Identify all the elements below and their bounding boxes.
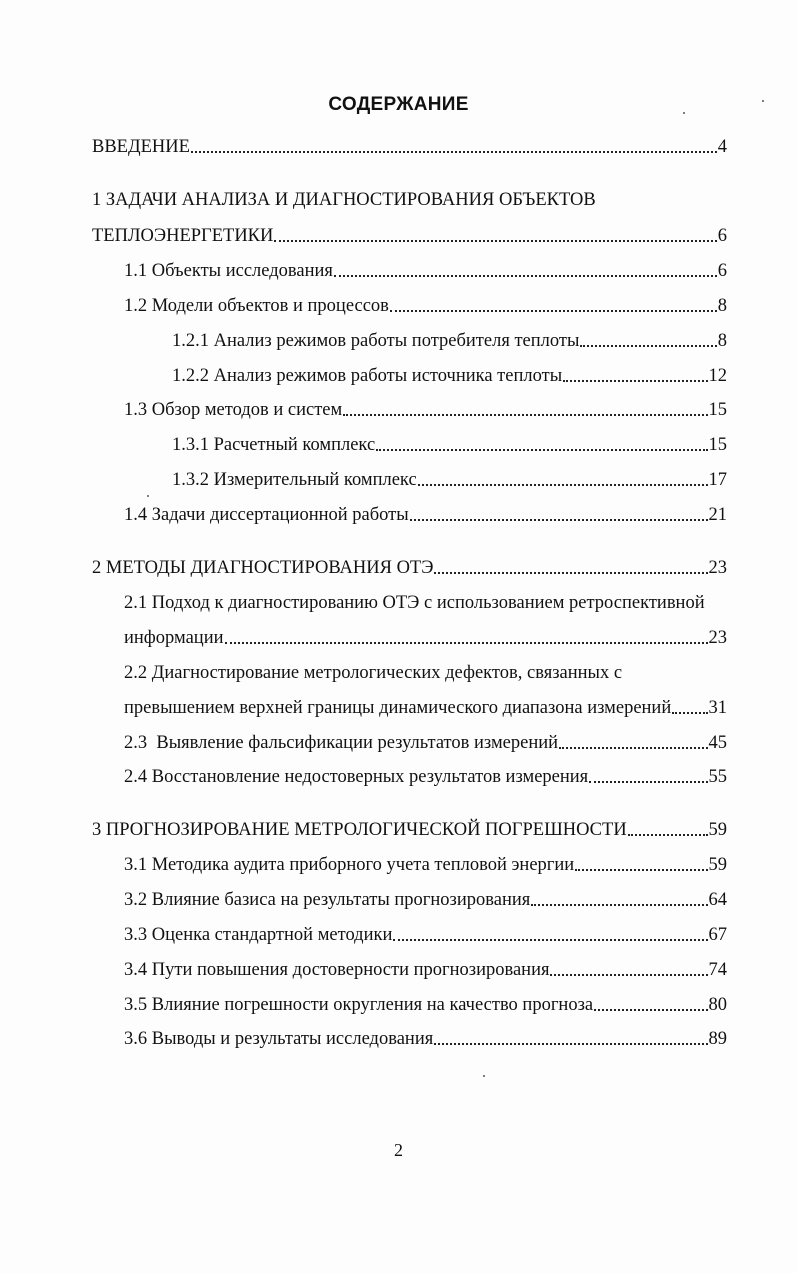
toc-entry-3-1: 3.1 Методика аудита приборного учета тепловой энергии 59 — [124, 855, 727, 875]
toc-entry-1-4: 1.4 Задачи диссертационной работы 21 — [124, 505, 727, 525]
toc-entry-3-5: 3.5 Влияние погрешности округления на качество прогноза 80 — [124, 995, 727, 1015]
scan-speck — [762, 100, 764, 102]
toc-entry-2-2-line-1: 2.2 Диагностирование метрологических дефектов, связанных с — [124, 663, 623, 683]
toc-entry-2-1-line-1: 2.1 Подход к диагностированию ОТЭ с использованием ретроспективной — [124, 593, 705, 613]
toc-entry-chapter-1-line-2: ТЕПЛОЭНЕРГЕТИКИ 6 — [92, 226, 727, 246]
toc-entry-3-4: 3.4 Пути повышения достоверности прогнозирования 74 — [124, 960, 727, 980]
scan-speck — [683, 112, 685, 114]
toc-entry-1-3-2: 1.3.2 Измерительный комплекс 17 — [172, 470, 727, 490]
toc-entry-1-3: 1.3 Обзор методов и систем 15 — [124, 400, 727, 420]
toc-entry-2-3: 2.3 Выявление фальсификации результатов измерений 45 — [124, 733, 727, 753]
toc-entry-chapter-3: 3 ПРОГНОЗИРОВАНИЕ МЕТРОЛОГИЧЕСКОЙ ПОГРЕШНОСТИ 59 — [92, 820, 727, 840]
toc-entry-chapter-1-line-1: 1 ЗАДАЧИ АНАЛИЗА И ДИАГНОСТИРОВАНИЯ ОБЪЕКТОВ — [92, 190, 596, 210]
toc-entry-3-3: 3.3 Оценка стандартной методики 67 — [124, 925, 727, 945]
toc-title: СОДЕРЖАНИЕ — [328, 94, 469, 115]
toc-entry-1-1: 1.1 Объекты исследования 6 — [124, 261, 727, 281]
scan-speck — [147, 495, 149, 497]
toc-entry-1-2-1: 1.2.1 Анализ режимов работы потребителя теплоты 8 — [172, 331, 727, 351]
toc-entry-2-2-line-2: превышением верхней границы динамического диапазона измерений 31 — [124, 698, 727, 718]
page-number: 2 — [394, 1140, 403, 1160]
toc-entry-introduction: ВВЕДЕНИЕ 4 — [92, 137, 727, 157]
toc-entry-2-1-line-2: информации 23 — [124, 628, 727, 648]
toc-entry-1-2-2: 1.2.2 Анализ режимов работы источника теплоты 12 — [172, 366, 727, 386]
toc-entry-chapter-2: 2 МЕТОДЫ ДИАГНОСТИРОВАНИЯ ОТЭ 23 — [92, 558, 727, 578]
toc-entry-3-6: 3.6 Выводы и результаты исследования 89 — [124, 1029, 727, 1049]
toc-entry-1-3-1: 1.3.1 Расчетный комплекс 15 — [172, 435, 727, 455]
toc-entry-2-4: 2.4 Восстановление недостоверных результатов измерения 55 — [124, 767, 727, 787]
scan-speck — [483, 1075, 485, 1077]
toc-entry-3-2: 3.2 Влияние базиса на результаты прогнозирования 64 — [124, 890, 727, 910]
toc-entry-1-2: 1.2 Модели объектов и процессов 8 — [124, 296, 727, 316]
